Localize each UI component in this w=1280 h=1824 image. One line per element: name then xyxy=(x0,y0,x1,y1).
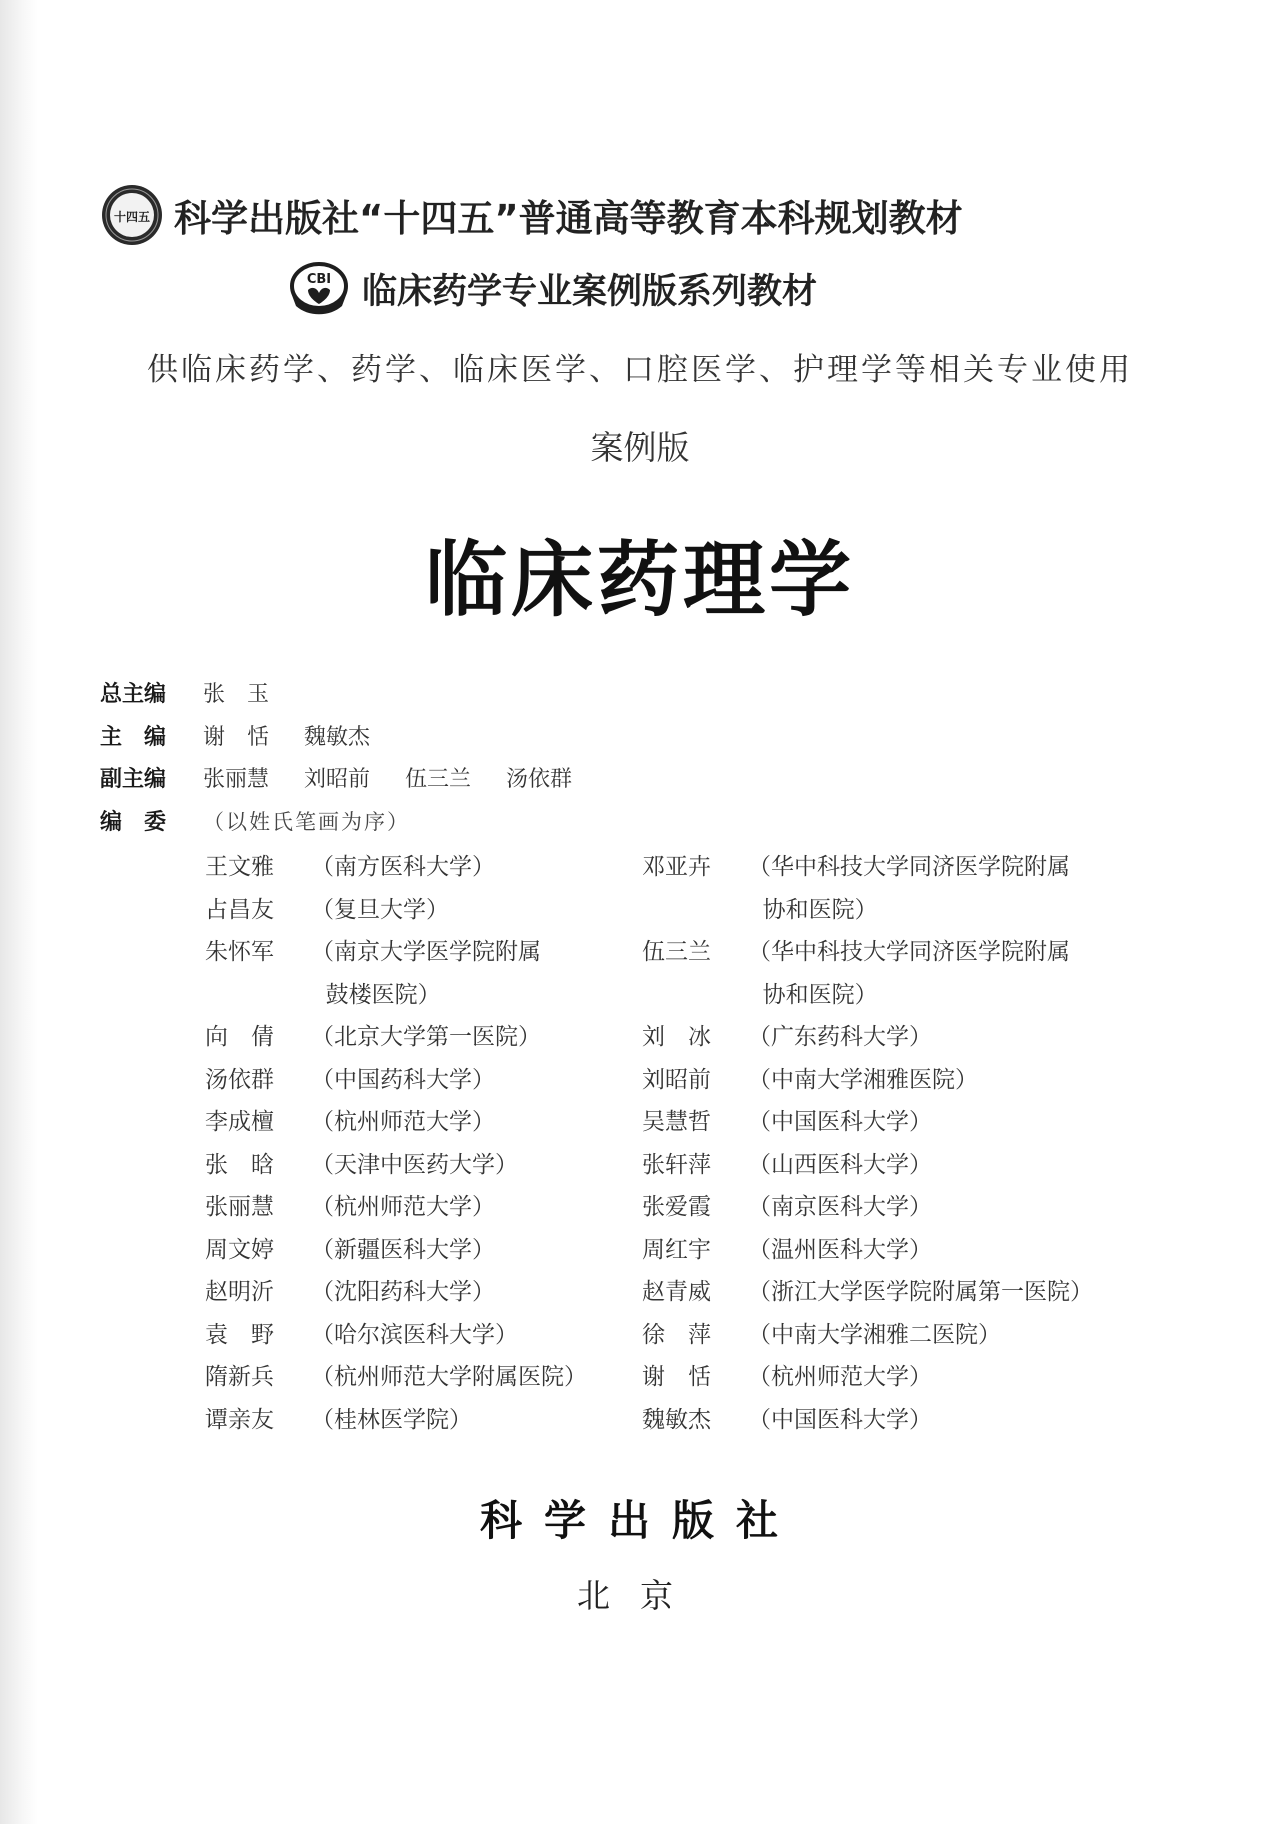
member-name xyxy=(642,974,748,1017)
committee-member-row xyxy=(642,1016,1093,1059)
committee-member-row xyxy=(205,1399,587,1442)
member-affiliation: （天津中医药大学） xyxy=(311,1151,518,1178)
member-affiliation: （南京大学医学院附属 xyxy=(311,939,541,965)
credit-names xyxy=(203,677,297,708)
credit-label: 编 委 xyxy=(100,810,167,835)
committee-member-row xyxy=(205,1016,587,1059)
committee-member-row xyxy=(205,1229,587,1272)
person-name: 张 玉 xyxy=(203,682,270,707)
publisher-name: 科学出版社 xyxy=(479,1496,800,1545)
member-name xyxy=(642,889,748,932)
committee-member-row xyxy=(205,889,587,932)
member-name: 谢 恬 xyxy=(642,1364,711,1390)
member-name: 魏敏杰 xyxy=(642,1406,711,1433)
member-affiliation: （南方医科大学） xyxy=(311,854,495,880)
member-name: 张 晗 xyxy=(205,1151,274,1178)
committee-member-row xyxy=(205,1101,587,1144)
committee-member-row xyxy=(642,974,1093,1017)
member-affiliation: 协和医院） xyxy=(748,981,878,1008)
member-affiliation: （中国药科大学） xyxy=(311,1066,495,1093)
member-affiliation: （沈阳药科大学） xyxy=(311,1279,495,1305)
committee-member-row xyxy=(205,931,587,974)
member-affiliation: （广东药科大学） xyxy=(748,1024,932,1050)
member-name: 占昌友 xyxy=(205,896,274,923)
credit-label: 副主编 xyxy=(100,767,167,792)
member-name: 李成檀 xyxy=(205,1109,274,1135)
member-affiliation: （哈尔滨医科大学） xyxy=(311,1321,518,1348)
person-name: 汤依群 xyxy=(506,767,573,792)
member-name: 周红宇 xyxy=(642,1236,711,1263)
member-name: 吴慧哲 xyxy=(642,1109,711,1135)
credit-committee xyxy=(100,805,410,836)
publisher-city: 北京 xyxy=(577,1576,703,1615)
member-name: 王文雅 xyxy=(205,854,274,880)
series-line-2-text: 临床药学专业案例版系列教材 xyxy=(362,272,818,312)
member-affiliation: （杭州师范大学） xyxy=(748,1364,932,1390)
member-name: 赵明沂 xyxy=(205,1279,274,1305)
person-name: 刘昭前 xyxy=(304,767,371,792)
member-affiliation: （复旦大学） xyxy=(311,896,449,923)
member-affiliation: 鼓楼医院） xyxy=(311,981,441,1008)
member-name: 袁 野 xyxy=(205,1321,274,1348)
committee-member-row xyxy=(205,974,587,1017)
person-name: 谢 恬 xyxy=(203,725,270,750)
page-edge-shadow xyxy=(0,0,38,1824)
credit-label: 主 编 xyxy=(100,725,167,750)
person-name: 魏敏杰 xyxy=(304,725,371,750)
member-affiliation: （浙江大学医学院附属第一医院） xyxy=(748,1279,1093,1305)
member-affiliation: （山西医科大学） xyxy=(748,1151,932,1178)
member-name: 刘昭前 xyxy=(642,1066,711,1093)
svg-text:CBI: CBI xyxy=(306,272,332,287)
member-name: 伍三兰 xyxy=(642,939,711,965)
credit-deputy-editors xyxy=(100,762,600,793)
committee-member-row xyxy=(642,1399,1093,1442)
credit-names xyxy=(203,762,600,793)
person-name: 张丽慧 xyxy=(203,767,270,792)
member-affiliation: （中国医科大学） xyxy=(748,1109,932,1135)
committee-members-left-column xyxy=(205,846,587,1441)
committee-member-row xyxy=(205,1059,587,1102)
member-affiliation: （华中科技大学同济医学院附属 xyxy=(748,939,1070,965)
committee-member-row xyxy=(205,1271,587,1314)
committee-member-row xyxy=(642,1059,1093,1102)
member-name: 徐 萍 xyxy=(642,1321,711,1348)
member-affiliation: （华中科技大学同济医学院附属 xyxy=(748,854,1070,880)
committee-member-row xyxy=(205,1186,587,1229)
member-affiliation: 协和医院） xyxy=(748,896,878,923)
committee-member-row xyxy=(642,1314,1093,1357)
member-name: 刘 冰 xyxy=(642,1024,711,1050)
series-line-1 xyxy=(100,183,963,247)
committee-member-row xyxy=(642,1229,1093,1272)
credit-chief-editor xyxy=(100,677,297,708)
member-name: 隋新兵 xyxy=(205,1364,274,1390)
member-name: 张丽慧 xyxy=(205,1194,274,1220)
committee-member-row xyxy=(642,1101,1093,1144)
committee-member-row xyxy=(642,931,1093,974)
member-name: 谭亲友 xyxy=(205,1406,274,1433)
member-name: 向 倩 xyxy=(205,1024,274,1050)
series-line-1-text: 科学出版社“十四五”普通高等教育本科规划教材 xyxy=(174,197,963,240)
member-name: 汤依群 xyxy=(205,1066,274,1093)
committee-member-row xyxy=(642,1271,1093,1314)
member-affiliation: （北京大学第一医院） xyxy=(311,1024,541,1050)
committee-member-row xyxy=(205,1356,587,1399)
member-affiliation: （中国医科大学） xyxy=(748,1406,932,1433)
member-name: 张爱霞 xyxy=(642,1194,711,1220)
member-affiliation: （中南大学湘雅二医院） xyxy=(748,1321,1001,1348)
member-affiliation: （中南大学湘雅医院） xyxy=(748,1066,978,1093)
committee-member-row xyxy=(642,1144,1093,1187)
member-affiliation: （杭州师范大学附属医院） xyxy=(311,1364,587,1390)
book-title: 临床药理学 xyxy=(424,532,855,628)
edition-label: 案例版 xyxy=(590,428,690,467)
member-name: 赵青威 xyxy=(642,1279,711,1305)
credit-label: 总主编 xyxy=(100,682,167,707)
committee-member-row xyxy=(642,846,1093,889)
fourteenth-five-year-plan-logo-icon xyxy=(100,183,164,247)
member-affiliation: （南京医科大学） xyxy=(748,1194,932,1220)
series-line-2 xyxy=(284,260,817,318)
member-name: 邓亚卉 xyxy=(642,854,711,880)
person-name: 伍三兰 xyxy=(405,767,472,792)
member-affiliation: （桂林医学院） xyxy=(311,1406,472,1433)
cbi-series-logo-icon xyxy=(284,260,354,318)
member-affiliation: （温州医科大学） xyxy=(748,1236,932,1263)
credit-editors xyxy=(100,720,398,751)
committee-member-row xyxy=(205,1314,587,1357)
member-name xyxy=(205,974,311,1017)
committee-member-row xyxy=(205,846,587,889)
member-name: 周文婷 xyxy=(205,1236,274,1263)
committee-member-row xyxy=(642,889,1093,932)
member-affiliation: （杭州师范大学） xyxy=(311,1109,495,1135)
committee-member-row xyxy=(205,1144,587,1187)
committee-members-right-column xyxy=(642,846,1093,1441)
member-name: 张轩萍 xyxy=(642,1151,711,1178)
usage-note: 供临床药学、药学、临床医学、口腔医学、护理学等相关专业使用 xyxy=(147,352,1133,388)
svg-text:十四五: 十四五 xyxy=(113,210,151,224)
committee-order-note: （以姓氏笔画为序） xyxy=(203,810,410,834)
member-name: 朱怀军 xyxy=(205,939,274,965)
committee-member-row xyxy=(642,1356,1093,1399)
committee-member-row xyxy=(642,1186,1093,1229)
member-affiliation: （杭州师范大学） xyxy=(311,1194,495,1220)
credit-names xyxy=(203,720,398,751)
member-affiliation: （新疆医科大学） xyxy=(311,1236,495,1263)
